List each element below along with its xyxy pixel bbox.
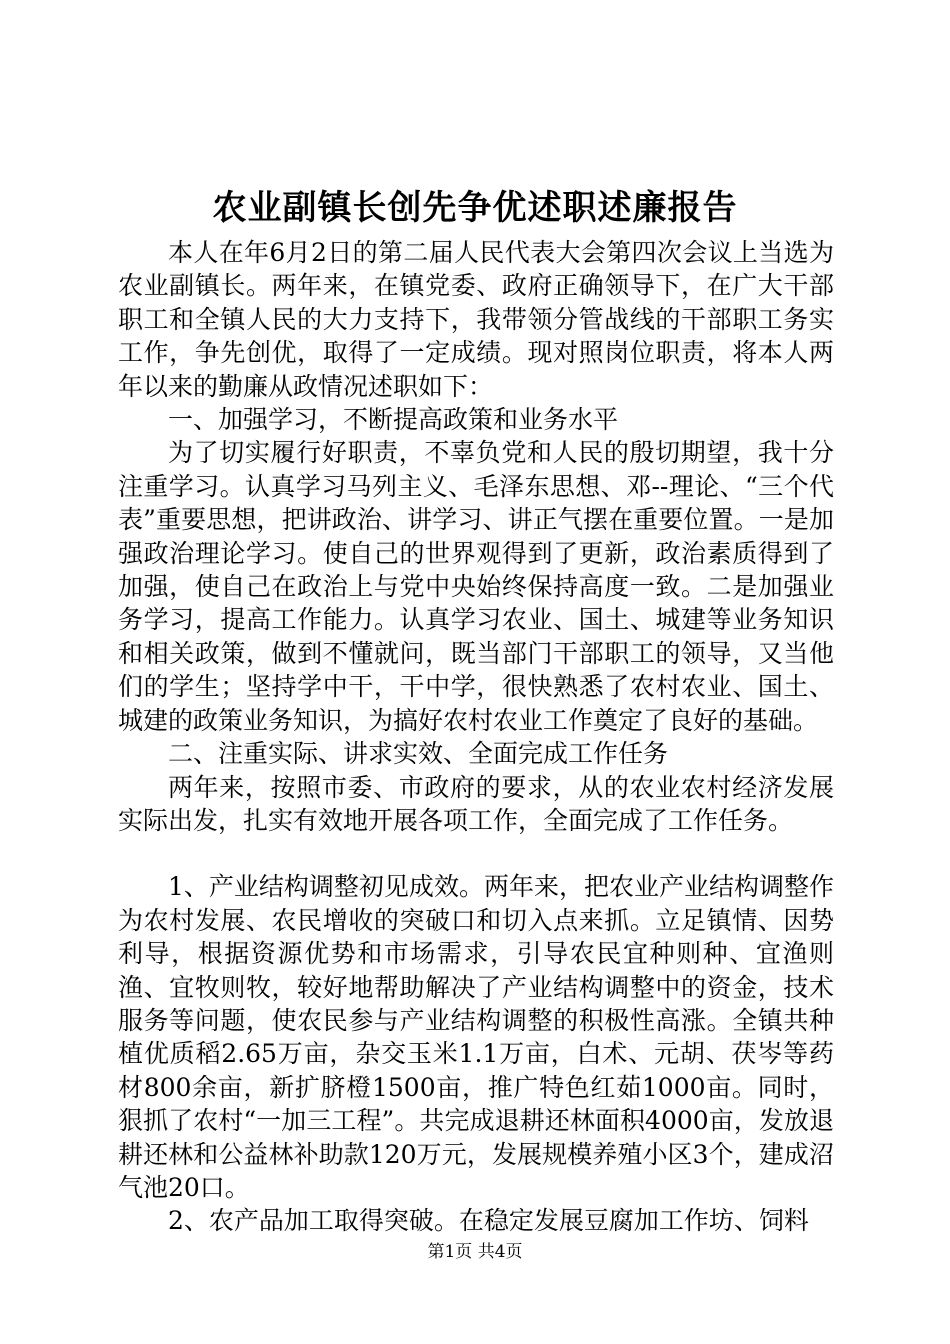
section-heading-2: 二、注重实际、讲求实效、全面完成工作任务: [168, 739, 669, 769]
paragraph-intro: 本人在年6月2日的第二届人民代表大会第四次会议上当选为农业副镇长。两年来，在镇党委、政府正确领导下，在广大干部职工和全镇人民的大力支持下，我带领分管战线的干部职工务实工作，争先创优，取得了一定成绩。现对照岗位职责，将本人两年以来的勤廉从政情况述职如下：: [118, 238, 834, 401]
document-body: [118, 236, 834, 1238]
page-number: 第1页 共4页: [427, 1242, 523, 1262]
section-heading-1: 一、加强学习，不断提高政策和业务水平: [168, 405, 619, 435]
paragraph-industry-structure: 1、产业结构调整初见成效。两年来，把农业产业结构调整作为农村发展、农民增收的突破口和切入点来抓。立足镇情、因势利导，根据资源优势和市场需求，引导农民宜种则种、宜渔则渔、宜牧则牧，较好地帮助解决了产业结构调整中的资金，技术服务等问题，使农民参与产业结构调整的积极性高涨。全镇共种植优质稻2.65万亩，杂交玉米1.1万亩，白术、元胡、茯岑等药材800余亩，新扩脐橙1500亩，推广特色红茹1000亩。同时，狠抓了农村“一加三工程”。共完成退耕还林面积4000亩，发放退耕还林和公益林补助款120万元，发展规模养殖小区3个，建成沼气池20口。: [118, 872, 834, 1202]
paragraph-study: 为了切实履行好职责，不辜负党和人民的殷切期望，我十分注重学习。认真学习马列主义、毛泽东思想、邓--理论、“三个代表”重要思想，把讲政治、讲学习、讲正气摆在重要位置。一是加强政治理论学习。使自己的世界观得到了更新，政治素质得到了加强，使自己在政治上与党中央始终保持高度一致。二是加强业务学习，提高工作能力。认真学习农业、国土、城建等业务知识和相关政策，做到不懂就问，既当部门干部职工的领导，又当他们的学生；坚持学中干，干中学，很快熟悉了农村农业、国土、城建的政策业务知识，为搞好农村农业工作奠定了良好的基础。: [118, 438, 834, 735]
document-title: 农业副镇长创先争优述职述廉报告: [212, 188, 738, 228]
paragraph-processing: 2、农产品加工取得突破。在稳定发展豆腐加工作坊、饲料: [168, 1206, 809, 1236]
paragraph-work-summary: 两年来，按照市委、市政府的要求，从的农业农村经济发展实际出发，扎实有效地开展各项工作，全面完成了工作任务。: [118, 772, 834, 835]
